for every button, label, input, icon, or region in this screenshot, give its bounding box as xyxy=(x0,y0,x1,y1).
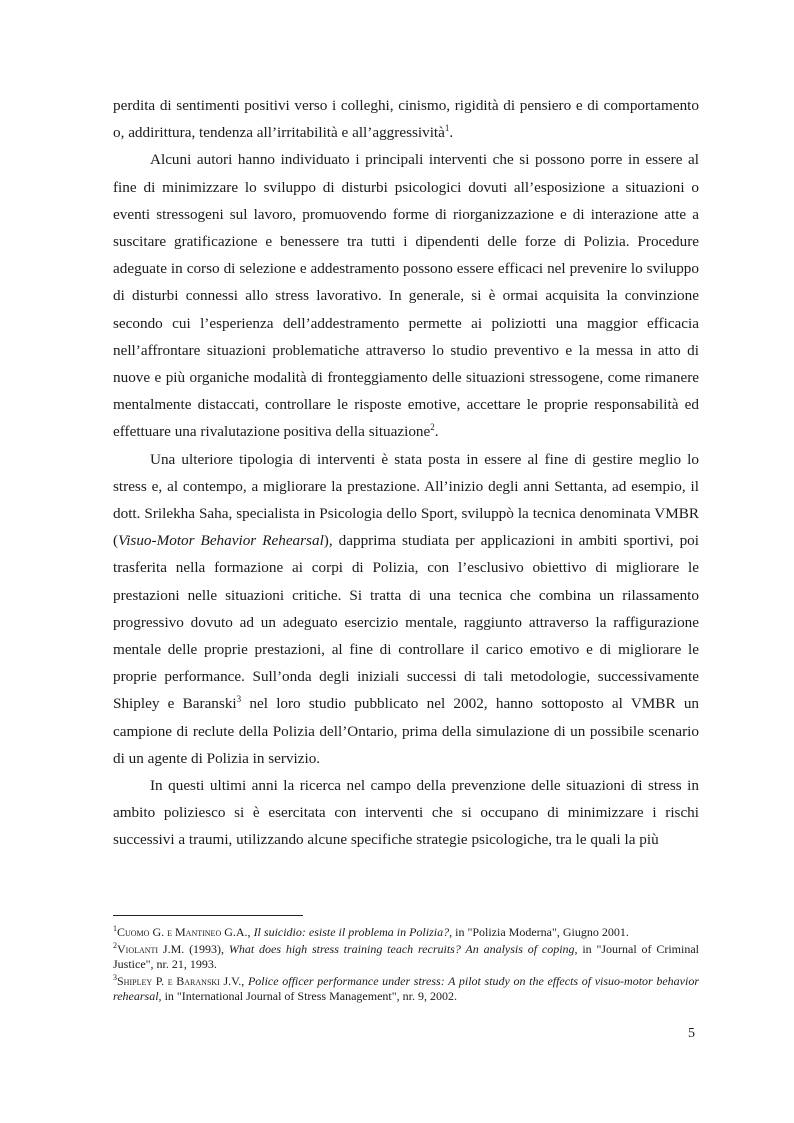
footnote-author: Violanti J.M. (1993), xyxy=(117,941,225,956)
vmbr-term: Visuo-Motor Behavior Rehearsal xyxy=(118,532,324,550)
footnotes xyxy=(113,925,699,1006)
footnote-ref-3[interactable]: 3 xyxy=(236,694,242,705)
footnote: $^2$Violanti J.M. (1993), What does high stress training teach recruits? An analysis of coping, in "Journal of Criminal Justice", nr. 21, 1993. xyxy=(113,940,699,971)
footnote-title: What does high stress training teach recruits? An analysis of coping, xyxy=(228,941,578,956)
page-number: 5 xyxy=(688,1026,695,1041)
footnote-author: Shipley P. e Baranski J.V., xyxy=(117,973,245,988)
paragraph-interventions: Alcuni autori hanno individuato i principali interventi che si possono porre in essere al fine di minimizzare lo sviluppo di disturbi psicologici dovuti all’esposizione a situazioni o eventi stressogeni sul lavoro, promuovendo forme di riorganizzazione e di interazione atte a suscitare gratificazione e benessere tra tutti i dipendenti delle forze di Polizia. Procedure adeguate in corso di selezione e addestramento possono essere efficaci nel prevenire lo sviluppo di disturbi connessi allo stress lavorativo. In generale, si è ormai acquisita la convinzione secondo cui l’esperienza dell’addestramento permette ai poliziotti una maggior efficacia nell’affrontare situazioni problematiche attraverso lo studio preventivo e la messa in atto di nuove e più organiche modalità di fronteggiamento delle situazioni stressogene, come rimanere mentalmente distaccati, controllare le risposte emotive, accettare le proprie responsabilità ed effettuare una rivalutazione positiva della situazione$^2$. xyxy=(113,151,699,441)
footnote: $^1$Cuomo G. e Mantineo G.A., Il suicidio: esiste il problema in Polizia?, in "Polizia Moderna", Giugno 2001. xyxy=(113,924,629,939)
footnote-title: Il suicidio: esiste il problema in Polizia?, xyxy=(253,925,453,939)
footnote: $^3$Shipley P. e Baranski J.V., Police officer performance under stress: A pilot study on the effects of visuo-motor behavior rehearsal, in "International Journal of Stress Management", nr. 9, 2002. xyxy=(113,972,700,1003)
body-text xyxy=(113,92,699,854)
paragraph-recent-research: In questi ultimi anni la ricerca nel campo della prevenzione delle situazioni di stress in ambito poliziesco si è esercitata con interventi che si occupano di minimizzare i rischi successivi a traumi, utilizzando alcune specifiche strategie psicologiche, tra le quali la più xyxy=(113,777,699,849)
footnote-ref-1[interactable]: 1 xyxy=(444,123,450,134)
footnote-author: Cuomo G. e Mantineo G.A., xyxy=(117,925,251,939)
footnote-separator xyxy=(113,915,303,916)
paragraph-continuation: perdita di sentimenti positivi verso i colleghi, cinismo, rigidità di pensiero e di comportamento o, addirittura, tendenza all’irritabilità e all’aggressività$^1$. xyxy=(113,97,699,142)
footnote-ref-2[interactable]: 2 xyxy=(430,422,435,433)
footnote-title: Police officer performance under stress: A pilot study on the effects of visuo-motor behavior rehearsal, xyxy=(113,973,700,1003)
paragraph-vmbr: Una ulteriore tipologia di interventi è stata posta in essere al fine di gestire meglio lo stress e, al contempo, a migliorare la prestazione. All’inizio degli anni Settanta, ad esempio, il dott. Srilekha Saha, specialista in Psicologia dello Sport, sviluppò la tecnica denominata VMBR (Visuo-Motor Behavior Rehearsal), dapprima studiata per applicazioni in ambiti sportivi, poi trasferita nella formazione ai corpi di Polizia, con l’esclusivo obiettivo di migliorare le prestazioni nelle situazioni critiche. Si tratta di una tecnica che combina un rilassamento progressivo dovuto ad un adeguato esercizio mentale, raggiunto attraverso la raffigurazione mentale delle proprie prestazioni, al fine di controllare il carico emotivo e di migliorare le proprie performance. Sull’onda degli iniziali successi di tali metodologie, successivamente Shipley e Baranski$^3$ nel loro studio pubblicato nel 2002, hanno sottoposto al VMBR un campione di reclute della Polizia dell’Ontario, prima della simulazione di un possibile scenario di un agente di Polizia in servizio. xyxy=(113,450,700,767)
